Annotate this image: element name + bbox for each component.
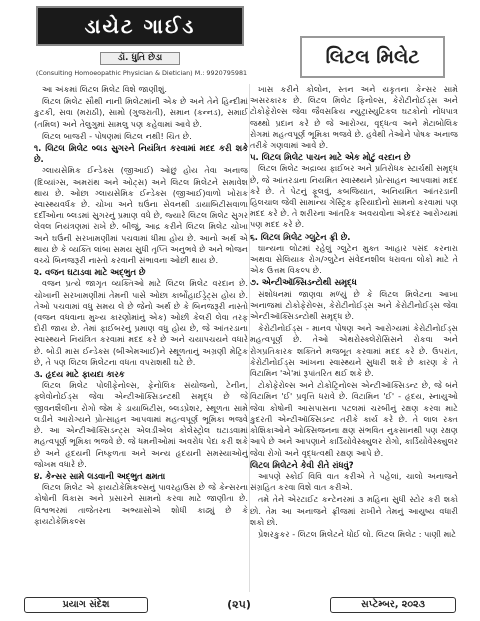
- section-heading: ૩. હૃદય માટે ફાયદા કારક: [34, 369, 125, 380]
- body-paragraph: વજન પ્રત્યે જાગૃત વ્યક્તિઓ માટે લિટલ મિલેટ વરદાન છે. ચોખાની સરખામણીમાં તેમની પાસે ઓછા કાર્બોહાઈડ્રેટ્સ હોય છે. તેઓ પચવામાં વધુ સમય લે છે જેનો અર્થ છે કે બિનજરૂરી નાસ્તો (વજન વધવાના મુખ્ય કારણોમાંનું એક) ઓછી કેલરી લેવા તરફ દોરી જાય છે. તેમાં ફાઈબરનું પ્રમાણ વધુ હોય છે, જે આંતરડાના સ્વાસ્થ્યને નિયંત્રિત કરવામાં મદદ કરે છે અને ચયાપચયને વધારે છે. બોડી માસ ઈન્ડેક્સ (બીએમઆઈ)ને સ્થૂળતાનું અગ્રણી મેટ્રિક છે, તે પણ લિટલ મિલેટના વધતા વપરાશથી ઘટે છે.: [34, 278, 248, 367]
- author-credentials: (Consulting Homoeopathic Physician & Dietician) M.: 9920795981: [35, 69, 248, 77]
- issue-date: સપ્ટેમ્બર, ૨૦૨૩: [330, 597, 456, 613]
- body-paragraph: સંશોધનમાં જાણવા મળ્યું છે કે લિટલ મિલેટના આખા અનાજમાં ટોકોફેરોલ્સ, કેરોટીનોઈડ્સ અને કેરોટીનોઈડ્સ જેવા એન્ટીઑક્સિડન્ટોથી સમૃદ્ધ છે.: [250, 288, 458, 322]
- body-paragraph: લિટલ મિલેટ પોલીફેનોલ્સ, ફેનોલિક સંયોજનો, ટેનીન, ફ્લેવોનોઈડ્સ જેવા એન્ટીઑક્સિડન્ટથી સમૃદ્ધ છે જે જીવનશૈલીના રોગો જેમ કે ડાયાબિટીસ, બ્લડપ્રેશર, સ્થૂળતા સામે લડીને આરોગ્યને પ્રોત્સાહન આપવામાં મહત્વપૂર્ણ ભૂમિકા ભજવે છે. આ એન્ટીઑક્સિડન્ટ્સ એલડીએલ કોલેસ્ટ્રોલ ઘટાડવામાં મહત્વપૂર્ણ ભૂમિકા ભજવે છે. જે ધમનીઓમાં અવરોધ પેદા કરી શકે છે અને હૃદયની નિષ્ફળતા અને અન્ય હૃદયની સમસ્યાઓનું જોખમ વધારે છે.: [34, 380, 248, 469]
- body-paragraph: લિટલ મિલેટ અદ્રાવ્ય ફાઈબર અને પ્રતિરોધક સ્ટાર્ચથી સમૃદ્ધ છે, જે આંતરડાના નિયમિત સ્વાસ્થ્યને પ્રોત્સાહન આપવામાં મદદ કરે છે. તે પેટનું ફૂલવું, કબજિયાત, અનિયમિત આંતરડાની હિલચાલ જેવી સામાન્ય ગેસ્ટ્રિક ફરિયાદોનો સામનો કરવામાં પણ મદદ કરે છે. તે શરીરના આંતરિક અવયવોના એકંદર આરોગ્યમાં પણ મદદ કરે છે.: [250, 163, 458, 230]
- right-column: [250, 84, 458, 592]
- body-paragraph: આપણે સ્કોઈ વિવિ વાત કરીએ તે પહેલાં, ચાલો અનાજને સંગ્રહિત કરવા વિશે વાત કરીએ.: [250, 470, 458, 493]
- body-paragraph: કેરોટીનોઈડ્સ - માનવ પોષણ અને આરોગ્યમાં કેરોટીનોઈડ્સ મહત્વપૂર્ણ છે. તેઓ એથરોસ્ક્લેરોસિસને રોકવા અને રોગપ્રતિકારક શક્તિને મજબૂત કરવામાં મદદ કરે છે. ઉપરાંત, કેરોટીનોઈડ્સ આંખના સ્વાસ્થ્યને સુધારી શકે છે કારણ કે તે વિટામિન 'એ'માં રૂપાંતરિત થઈ શકે છે.: [250, 323, 458, 379]
- body-paragraph: ખાસ કરીને કોલોન, સ્તન અને યકૃતના કેન્સર સામે અસરકારક છે. લિટલ મિલેટ ફિનોલ્સ, કેરોટીનોઈડ્સ અને ટોકોફેરોલ્સ જેવા જૈવસક્રિય ન્યુટ્રાસ્યુટિકલ ઘટકોનો નોંધપાત્ર જથ્થો પ્રદાન કરે છે જે આરોગ્ય, વૃદ્ધત્વ અને મેટાબોલિક રોગમાં મહત્વપૂર્ણ ભૂમિકા ભજવે છે. હવેથી તેઓને પોષક અનાજ તરીકે ગણવામાં આવે છે.: [250, 84, 458, 151]
- author-name: ડૉ. ધુતિ છેડા: [100, 52, 180, 65]
- page-footer: [0, 593, 480, 621]
- section-heading: ૨. વજન ઘટાડવા માટે અદ્ભુત છે: [34, 267, 146, 278]
- body-paragraph: પ્રેશરકુકર - લિટલ મિલેટને ધોઈ લો. લિટલ મિલેટ : પાણી માટે: [258, 528, 457, 539]
- intro-paragraph: આ અંકમાં લિટલ મિલેટ વિશે જાણીશું.: [42, 84, 167, 94]
- article-title: લિટલ મિલેટ: [325, 46, 420, 68]
- magazine-name: પ્રયાગ સંદેશ: [24, 597, 148, 613]
- section-heading: ૭. એન્ટીઑક્સિડન્ટોથી સમૃદ્ધ: [250, 277, 357, 288]
- section-heading: ૬. લિટલ મિલેટ ગ્લુટેન ફ્રી છે.: [250, 231, 351, 242]
- banner-title: ડાયેટ ગાઈડ: [84, 14, 196, 38]
- article-title-box: [300, 36, 445, 78]
- body-paragraph: તમે તેને એરટાઈટ કન્ટેનરમાં ૩ મહિના સુધી સ્ટોર કરી શકો છો. તેમ આ અનાજને ફ્રીજમાં રાખીને તેમનું આયુષ્ય વધારી શકો છો.: [250, 494, 458, 527]
- section-banner: [36, 6, 244, 46]
- body-paragraph: લિટલ મિલેટ એ ફાયટોકેમિકલ્સનું પાવરહાઉસ છે જે કેન્સરના કોષોની વિકાસ અને પ્રસારને સામનો કરવા માટે જાણીતા છે. વિશ્વભરમાં તાજેતરના અભ્યાસોએ શોધી કાઢ્યું છે કે ફાયટોકેમિકલ્સ: [34, 482, 248, 526]
- section-heading: લિટલ મિલેટને કેવી રીતે રાંધવું?: [250, 459, 354, 470]
- body-paragraph: ટોકોફેરોલ્સ અને ટોકોટ્રિનોલ્સ એન્ટીઑક્સિડન્ટ છે, જે બંને વિટામિન 'ઈ' પ્રવૃત્તિ ધરાવે છે. વિટામિન 'ઈ' - હૃદય, સ્નાયુઓ જેવા કોષોની આસપાસના પટલમાં ચરબીનું રક્ષણ કરવા માટે કુદરતી એન્ટીઑક્સિડન્ટ તરીકે કાર્ય કરે છે. તે લાલ રક્ત કોશિકાઓને ઓક્સિજનના ક્ષણ સંભવિત નુકસાનથી પણ રક્ષણ આપે છે અને આપણાને કાર્ડિયોવેસ્ક્યુલર રોગો, કાર્ડિયોવેસ્ક્યુલર જેવા રોગો અને વૃદ્ધત્વથી રક્ષણ આપે છે.: [250, 380, 458, 458]
- section-heading: ૫. લિટલ મિલેટ પાચન માટે એક મોટું વરદાન છે: [250, 152, 411, 163]
- body-paragraph: લિટલ મિલેટ સૌથી નાની મિલેટમાંની એક છે અને તેને હિન્દીમાં કુટકી, સવા (મરાઠી), સામો (ગુજરાતી), સમાન (કન્નડ), સમાઈ (તમિલ) અને તેલુગુમાં સામલુ પણ કહેવામાં આવે છે.: [34, 96, 248, 129]
- body-paragraph: ઘાન્યના લોટમાં રહેલું ગ્લુટેન મુક્ત આહાર પસંદ કરનારા અથવા સેલિયાક રોગ/ગ્લુટેન સંવેદનશીલ ધરાવતા લોકો માટે તે એક ઉત્તમ વિકલ્પ છે.: [250, 242, 458, 276]
- body-paragraph: ગ્લાયસેમિક ઈન્ડેક્સ (જીઆઈ) ઓછું હોય તેવા અનાજ (દિવ્યાંગ્સ, અમરાંથ અને ઓટ્સ) અને લિટલ મિલેટને સમાવેશ થાય છે. ઓછા ગ્લાયસેમિક ઈન્ડેક્સ (જીઆઈ)વાળો ખોરાક સ્વાસ્થ્યવર્ધક છે. ચોખા અને ઘઉંના સેવનથી ડાયાબિટીસવાળા દર્દીઓના બ્લડમાં સુગરનું પ્રમાણ વધે છે, જ્યારે લિટલ મિલેટ સુગર લેવલ નિયંત્રણમાં રાખે છે. બીજું, આદ્ર કરીને લિટલ મિલેટ ચોખા અને ઘઉંની સરખામણીમાં પચવામાં ધીમા હોય છે. આનો અર્થ એ થાય છે કે વ્યક્તિ લાંબા સમય સુધી તૃપ્તિ અનુભવે છે અને ભોજન વચ્ચે બિનજરૂરી નાસ્તો કરવાની સંભાવના ઓછી થાય છે.: [34, 165, 248, 266]
- section-heading: ૪. કેન્સર સામે લડવાની અદ્ભુત ક્ષમતા: [34, 470, 166, 481]
- left-column: [34, 84, 248, 592]
- page-number: (૨૫): [227, 598, 251, 611]
- body-paragraph: લિટલ બાજરી - પોષણમાં લિટલ નથી! ચિંત છે.: [42, 130, 192, 141]
- section-heading: ૧. લિટલ મિલેટ બ્લડ સુગરને નિયંત્રિત કરવામાં મદદ કરી શકે છે.: [34, 143, 248, 165]
